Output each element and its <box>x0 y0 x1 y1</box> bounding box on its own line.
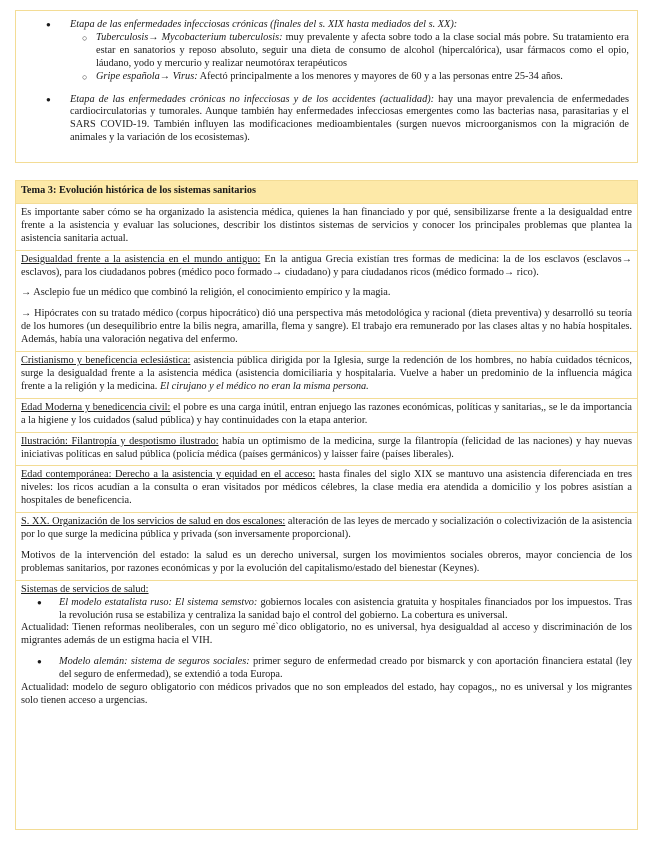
section-heading: Edad contemporánea: Derecho a la asistencia y equidad en el acceso: <box>21 469 316 481</box>
previous-topic-box <box>15 10 638 163</box>
motivos-paragraph: Motivos de la intervención del estado: la salud es un derecho universal, surgen los movimientos sociales obreros, mayor conciencia de los problemas sanitarios, por razones económicas y por la evolución del capitalismo/estado del bienestar (Keynes). <box>21 549 632 574</box>
sub-bullet-text: Afectó principalmente a los menores y mayores de 60 y a las personas entre 25-34 años. <box>197 70 563 82</box>
christianity-section <box>16 351 637 398</box>
enlightenment-section <box>16 432 637 466</box>
bullet-text: primer seguro de enfermedad creado por bismarck y con aportación financiera estatal (ley del seguro de enfermedad), se extendió a toda Europa. <box>59 656 632 681</box>
sub-bullet-text: muy prevalente y afecta sobre todo a la clase social más pobre. Su tratamiento era estar en sanatorios y reposo absoluto, seguir una dieta de consumo de alcohol (hipercalórica), usar fármacos como el opio, láudano, yodo y mercurio y realizar neumotórax terapéuticos <box>96 31 629 69</box>
intro-text: Es importante saber cómo se ha organizado la asistencia médica, quienes la han financiado y por qué, sensibilizarse frente a la desigualdad entre frente a la asistencia y evaluar las soluciones, describir los distintos sistemas de servicios y conocer los principales problemas que plantea la asistencia sanitaria actual. <box>21 206 632 244</box>
sub-bullet-tuberculosis <box>24 32 629 71</box>
sub-bullet-flu <box>24 71 629 84</box>
section-heading: Sistemas de servicios de salud: <box>21 583 149 595</box>
topic-title: Tema 3: Evolución histórica de los sistemas sanitarios <box>16 181 637 203</box>
hipocrates-paragraph: → Hipócrates con su tratado médico (corpus hipocrático) dió una perspectiva más metodológica y racional (dieta preventiva) y desarrolló su teoría de los humores (un desequilibrio entre la bilis negra, amarilla, flema y sangre). El trabajo era remunerado por las clases altas y no había hospitales. Además, había una valoración negativa del enfermo. <box>21 308 632 346</box>
bullet-chronic-infectious <box>24 19 629 32</box>
section-heading: Desigualdad frente a la asistencia en el mundo antiguo: <box>21 253 261 265</box>
topic-3-box <box>15 180 638 830</box>
health-systems-section <box>16 580 637 712</box>
contemporary-section <box>16 465 637 512</box>
sub-bullet-title: Tuberculosis→ Mycobacterium tuberculosis: <box>96 31 283 43</box>
modern-age-section <box>16 398 637 432</box>
section-heading: Ilustración: Filantropía y despotismo ilustrado: <box>21 435 219 447</box>
asclepio-line: → Asclepio fue un médico que combinó la religión, el conocimiento empírico y la magia. <box>21 287 391 299</box>
sub-bullet-title: Gripe española→ Virus: <box>96 70 198 82</box>
bullet-title: Etapa de las enfermedades crónicas no infecciosas y de los accidentes (actualidad): <box>70 93 435 105</box>
bullet-text: gobiernos locales con asistencia gratuita y hospitales financiados por los impuestos. Tras la revolución rusa se estabiliza y centraliza la sanidad bajo el control del gobierno. La cobertura es universal. <box>59 596 632 621</box>
german-model-bullet <box>21 656 632 682</box>
section-heading: Cristianismo y beneficencia eclesiástica: <box>21 355 191 367</box>
bullet-title: Etapa de las enfermedades infecciosas crónicas (finales del s. XIX hasta mediados del s. XX): <box>70 19 458 30</box>
ancient-world-section <box>16 250 637 351</box>
section-heading: Edad Moderna y benedicencia civil: <box>21 401 171 413</box>
section-heading: S. XX. Organización de los servicios de salud en dos escalones: <box>21 516 286 528</box>
bullet-chronic-non-infectious <box>24 94 629 146</box>
bullet-title: El modelo estatalista ruso: El sistema semstvo: <box>59 596 258 608</box>
section-italic-note: El cirujano y el médico no eran la misma persona. <box>159 380 369 392</box>
russian-model-bullet <box>21 597 632 623</box>
bullet-text: hay una mayor prevalencia de enfermedades cardiocirculatorias y tumorales. Aunque también hay enfermedades infecciosas emergentes como las bacterias nasa, parasitarias y el SARS COVID-19. También influyen las modificaciones medioambientales (surgen nuevos microorganismos con la migración de animales y la variación de los ecosistemas). <box>70 93 629 144</box>
section-text: En la antigua Grecia existían tres formas de medicina: la de los esclavos (esclavos→ esclavos), para los ciudadanos pobres (médico poco formado→ ciudadano) y para ciudadanos ricos (médico formado→ rico). <box>21 253 632 278</box>
section-text: asistencia pública dirigida por la Iglesia, surge la redención de los hombres, no había cuidados técnicos, surge la desigualdad frente a la asistencia médica (asistencia domiciliaria y hospitalaria. Vuelve a haber un predominio de la influencia mágica frente a la religión y la medicina. <box>21 355 632 392</box>
intro-paragraph <box>16 203 637 250</box>
section-text: hasta finales del siglo XIX se mantuvo una asistencia diferenciada en tres niveles: los ricos acudían a la consulta o eran visitados por médicos célebres, la clase media era atendida a domicilio y los pobres asistían a hospitales de beneficencia. <box>21 469 632 507</box>
russian-model-today: Actualidad: Tienen reformas neoliberales, con un seguro mé`dico obligatorio, no es universal, hya desigualdad al acceso y discriminación de los migrantes además de un estigma hacia el VIH. <box>21 622 632 647</box>
german-model-today: Actualidad: modelo de seguro obligatorio con médicos privados que no son empleados del estado, hay copagos,, no es universal y los migrantes solo tienen acceso a urgencias. <box>21 682 632 706</box>
section-text: alteración de las leyes de mercado y socialización o colectivización de la asistencia por lo que surge la medicina pública y privada (son inversamente proporcional). <box>21 516 632 541</box>
section-text: había un optimismo de la medicina, surge la filantropía (felicidad de las naciones) y hay nuevas iniciativas políticas en salud pública (policía médica (países germánicos) y laisser faire (países liberales). <box>21 435 633 460</box>
section-text: el pobre es una carga inútil, entran enjuego las razones económicas, políticas y sanitarias,, se le da importancia a la higiene y los cuidados (salud pública) y hay continuidades con la etapa anterior. <box>21 401 633 426</box>
twentieth-century-section <box>16 512 637 580</box>
bullet-title: Modelo alemán: sistema de seguros sociales: <box>59 656 250 668</box>
